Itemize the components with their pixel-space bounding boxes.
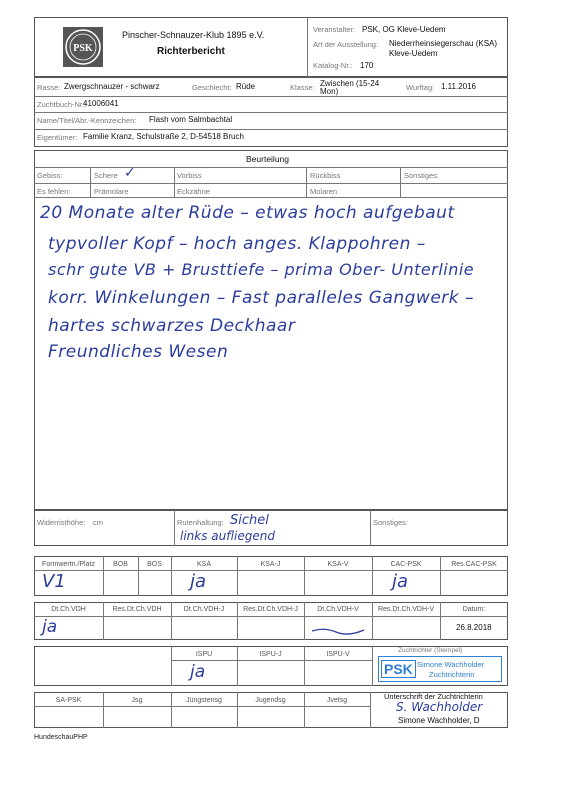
owner-value: Familie Kranz, Schulstraße 2, D-54518 Bruch (83, 132, 244, 141)
assessment-title: Beurteilung (246, 154, 290, 164)
sex-value: Rüde (236, 82, 256, 91)
grade-header-formwert: Formwertn./Platz (42, 561, 95, 568)
organizer-label: Veranstalter: (313, 25, 356, 34)
signature-name: Simone Wachholder, D (398, 716, 480, 725)
club-logo (62, 26, 104, 68)
vdh-header-res-dtch-v: Res.Dt.Ch.VDH-V (377, 606, 434, 613)
stamp-label: Zuchtrichter (Stempel) (398, 647, 463, 654)
studbook-label: Zuchtbuch-Nr.: (37, 100, 87, 109)
report-title: Richterbericht (157, 46, 225, 57)
handwritten-line-5: hartes schwarzes Deckhaar (48, 316, 296, 336)
vorbiss-label: Vorbiss (177, 171, 202, 180)
rueckbiss-label: Rückbiss (310, 171, 341, 180)
signature-hand: S. Wachholder (396, 700, 483, 714)
show-type-value-location: Kleve-Uedem (389, 49, 438, 58)
grade-header-res-cac: Res.CAC-PSK (451, 561, 497, 568)
withers-unit: cm (93, 518, 103, 527)
stamp-name: Simone Wachholder (417, 660, 485, 669)
cac-hand: ja (392, 571, 409, 592)
handwritten-line-4: korr. Winkelungen – Fast paralleles Gangwerk – (48, 288, 475, 308)
ispu-v-header: ISPU-V (326, 651, 350, 658)
other-label: Sonstiges: (373, 518, 409, 527)
name-value: Flash vom Salmbachtal (149, 115, 233, 124)
schere-checkmark: ✓ (124, 165, 136, 181)
bottom-header-jsg: Jsg (131, 697, 143, 704)
bottom-header-jugendsg: Jugendsg (255, 697, 286, 704)
grade-header-bob: BOB (113, 561, 128, 568)
owner-label: Eigentümer: (37, 133, 78, 142)
vdh-header-res-dtch-j: Res.Dt.Ch.VDH-J (243, 606, 298, 613)
bottom-header-jvetsg: Jvetsg (326, 697, 348, 704)
sonstiges-label: Sonstiges: (404, 171, 440, 180)
vdh-header-dtch: Dt.Ch.VDH (51, 606, 86, 613)
whelp-value: 1.11.2016 (441, 82, 476, 91)
tail-hand-1: Sichel (230, 513, 269, 528)
vdh-date-value: 26.8.2018 (456, 623, 492, 632)
studbook-value: 41006041 (83, 99, 119, 108)
schere-label: Schere (94, 171, 118, 180)
breed-value: Zwergschnauzer - schwarz (64, 82, 160, 91)
show-type-label: Art der Ausstellung: (313, 40, 379, 49)
name-label: Name/Titel/Abr.-Kennzeichen: (37, 116, 137, 125)
show-type-value: Niederrheinsiegerschau (KSA) (389, 39, 498, 48)
class-value-months: Mon) (320, 87, 339, 96)
formwert-hand: V1 (42, 571, 66, 592)
catalog-label: Katalog-Nr.: (313, 61, 353, 70)
handwritten-line-2: typvoller Kopf – hoch anges. Klappohren – (48, 234, 426, 254)
stamp-psk: PSK (381, 660, 416, 678)
whelp-label: Wurftag: (406, 83, 435, 92)
molaren-label: Molaren (310, 187, 338, 196)
software-footer: HundeschauPHP (34, 734, 88, 741)
withers-label: Widerristhöhe: (37, 518, 86, 527)
grade-header-ksa-j: KSA-J (260, 561, 281, 568)
ispu-header: ISPU (195, 651, 213, 658)
handwritten-line-3: schr gute VB + Brusttiefe – prima Ober- Unterlinie (48, 260, 475, 279)
grade-header-bos: BOS (147, 561, 162, 568)
eckzaehne-label: Eckzähne (177, 187, 210, 196)
handwritten-line-6: Freundliches Wesen (48, 342, 229, 362)
ispu-hand: ja (190, 662, 206, 682)
bottom-header-sa-psk: SA-PSK (55, 697, 82, 704)
signature-label: Unterschrift der Zuchtrichterin (384, 692, 483, 701)
judge-stamp (378, 656, 502, 682)
praemolare-label: Prämolare (94, 187, 129, 196)
organizer-value: PSK, OG Kleve-Uedem (362, 25, 446, 34)
dtch-hand: ja (42, 617, 58, 637)
tail-hand-2: links aufliegend (180, 529, 275, 543)
grade-header-ksa-v: KSA-V (327, 561, 349, 568)
ksa-hand: ja (190, 571, 207, 592)
class-label: Klasse: (290, 83, 315, 92)
club-name: Pinscher-Schnauzer-Klub 1895 e.V. (122, 30, 265, 40)
bottom-header-juengstensg: Jüngstensg (186, 697, 222, 704)
handwritten-line-1: 20 Monate alter Rüde – etwas hoch aufgebaut (40, 203, 455, 223)
vdh-v-strike (310, 624, 366, 636)
vdh-header-dtch-v: Dt.Ch.VDH-V (317, 606, 359, 613)
gebiss-label: Gebiss: (37, 171, 63, 180)
vdh-header-dtch-j: Dt.Ch.VDH-J (183, 606, 225, 613)
grade-header-ksa: KSA (196, 561, 211, 568)
vdh-header-date: Datum: (462, 606, 486, 613)
sex-label: Geschlecht: (192, 83, 232, 92)
ispu-j-header: ISPU-J (259, 651, 282, 658)
stamp-role: Zuchtrichterin (429, 670, 475, 679)
grade-header-cac: CAC-PSK (390, 561, 422, 568)
catalog-value: 170 (360, 61, 374, 70)
es-fehlen-label: Es fehlen: (37, 187, 71, 196)
svg-text:PSK: PSK (73, 43, 93, 54)
class-value: Zwischen (15-24 (320, 79, 380, 88)
tail-label: Rutenhaltung: (177, 518, 224, 527)
breed-label: Rasse: (37, 83, 61, 92)
vdh-header-res-dtch: Res.Dt.Ch.VDH (112, 606, 162, 613)
